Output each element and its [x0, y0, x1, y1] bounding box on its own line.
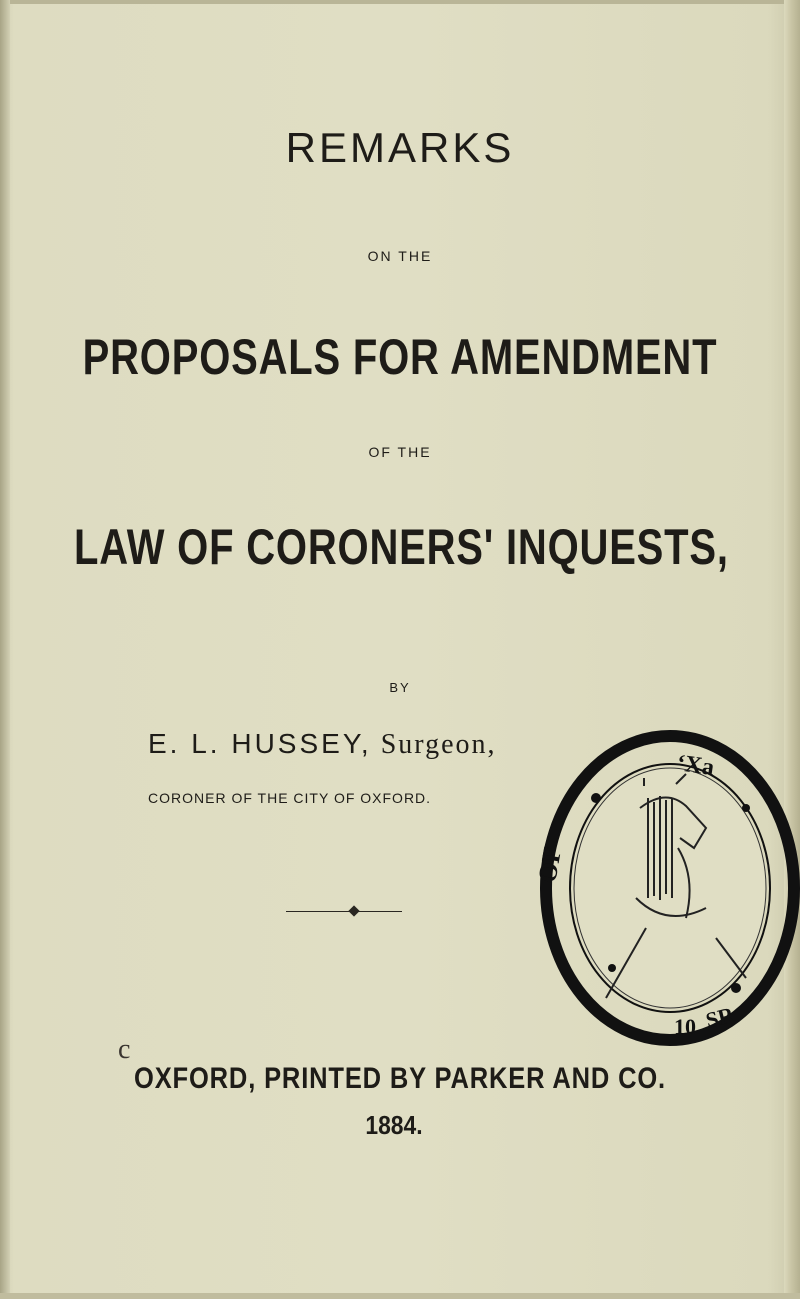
ornamental-rule-diamond	[348, 905, 359, 916]
title-proposals: PROPOSALS FOR AMENDMENT	[82, 329, 718, 385]
page-edge-right	[784, 0, 800, 1299]
page-edge-bottom	[0, 1293, 800, 1299]
title-on-the: ON THE	[367, 248, 433, 264]
author-name: E. L. HUSSEY,	[148, 728, 372, 759]
imprint-year: 1884.	[365, 1110, 423, 1140]
author-title: Surgeon,	[380, 729, 497, 760]
imprint-printer: OXFORD, PRINTED BY PARKER AND CO.	[134, 1062, 666, 1095]
stamp-text-bottom: 10	[674, 1014, 696, 1039]
page-edge-top	[0, 0, 800, 4]
library-stamp-seal	[532, 728, 800, 1048]
stamp-text-of: OF	[532, 844, 568, 885]
page-edge-left	[0, 0, 10, 1299]
marginal-mark: c	[118, 1034, 131, 1065]
stamp-text-top: ‘Xa	[675, 750, 716, 782]
title-remarks: REMARKS	[285, 124, 515, 171]
title-of-the: OF THE	[368, 444, 432, 460]
stamp-text-bottom-right: SR	[703, 1001, 737, 1033]
ornamental-rule	[286, 911, 402, 912]
title-law: LAW OF CORONERS' INQUESTS,	[74, 519, 729, 575]
author-position: CORONER OF THE CITY OF OXFORD.	[148, 790, 432, 806]
author-line	[148, 728, 497, 761]
byline-by: BY	[389, 680, 411, 695]
